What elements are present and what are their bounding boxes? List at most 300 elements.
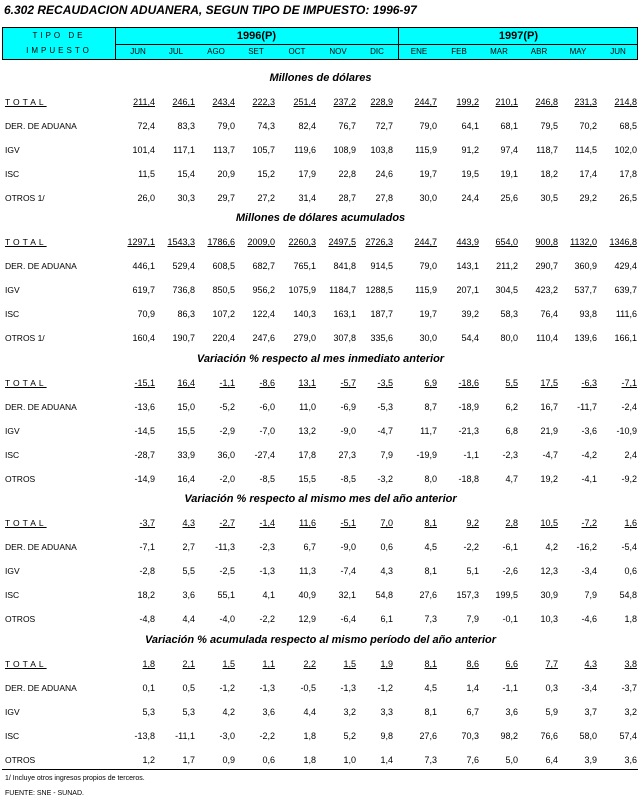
table-cell: -4,0	[219, 614, 235, 624]
table-cell: -3,5	[377, 378, 393, 388]
table-cell: 8,1	[424, 659, 437, 669]
table-cell: 113,7	[213, 145, 235, 155]
table-cell: 64,1	[461, 121, 479, 131]
row-label: IGV	[5, 707, 20, 717]
table-cell: -2,2	[259, 614, 275, 624]
table-cell: 30,3	[177, 193, 195, 203]
table-cell: 30,9	[540, 590, 558, 600]
table-cell: -28,7	[134, 450, 155, 460]
table-cell: 231,3	[574, 97, 597, 107]
table-cell: 19,7	[419, 169, 437, 179]
table-cell: -1,2	[377, 683, 393, 693]
table-cell: 900,8	[535, 237, 558, 247]
table-cell: -4,7	[542, 450, 558, 460]
table-cell: 0,6	[262, 755, 275, 765]
table-cell: -1,3	[340, 683, 356, 693]
table-cell: -21,3	[458, 426, 479, 436]
table-cell: 27,6	[419, 731, 437, 741]
table-cell: 765,1	[293, 261, 316, 271]
table-cell: 7,0	[380, 518, 393, 528]
table-cell: 114,5	[575, 145, 597, 155]
table-cell: 8,7	[424, 402, 437, 412]
row-label: ISC	[5, 169, 20, 179]
table-cell: -2,3	[259, 542, 275, 552]
table-cell: 118,7	[536, 145, 558, 155]
table-cell: -18,9	[458, 402, 479, 412]
table-cell: 2009,0	[247, 237, 275, 247]
table-cell: 143,1	[456, 261, 479, 271]
table-cell: 58,3	[500, 309, 518, 319]
table-cell: 79,0	[419, 121, 437, 131]
table-cell: 28,7	[338, 193, 356, 203]
table-cell: 841,8	[333, 261, 356, 271]
table-cell: 74,3	[257, 121, 275, 131]
table-cell: 8,1	[424, 707, 437, 717]
table-cell: 0,3	[545, 683, 558, 693]
table-cell: 27,3	[338, 450, 356, 460]
table-cell: -0,1	[502, 614, 518, 624]
header-month-10: ABR	[530, 47, 548, 56]
table-cell: 1,6	[624, 518, 637, 528]
table-cell: -8,5	[259, 474, 275, 484]
table-cell: 1184,7	[329, 285, 356, 295]
header-month-1: JUL	[168, 47, 184, 56]
table-cell: 2,7	[182, 542, 195, 552]
table-cell: 108,9	[333, 145, 356, 155]
table-cell: 2,2	[303, 659, 316, 669]
table-cell: 115,9	[415, 285, 437, 295]
header-month-11: MAY	[569, 47, 587, 56]
table-cell: 4,2	[222, 707, 235, 717]
table-cell: 12,3	[540, 566, 558, 576]
table-cell: 4,4	[303, 707, 316, 717]
table-cell: 1,8	[303, 755, 316, 765]
table-cell: 3,6	[505, 707, 518, 717]
table-cell: 4,1	[262, 590, 275, 600]
table-cell: -3,4	[581, 566, 597, 576]
table-cell: -9,0	[340, 542, 356, 552]
table-cell: 3,6	[182, 590, 195, 600]
table-cell: 15,5	[177, 426, 195, 436]
table-cell: 58,0	[579, 731, 597, 741]
table-cell: 850,5	[212, 285, 235, 295]
table-cell: 2,1	[182, 659, 195, 669]
table-cell: 68,5	[619, 121, 637, 131]
table-cell: 1,5	[222, 659, 235, 669]
table-cell: -3,7	[621, 683, 637, 693]
table-cell: -11,7	[577, 402, 597, 412]
table-cell: 54,4	[461, 333, 479, 343]
table-cell: -8,5	[340, 474, 356, 484]
table-cell: 76,7	[338, 121, 356, 131]
table-cell: 1,4	[380, 755, 393, 765]
table-cell: 8,0	[424, 474, 437, 484]
table-cell: 3,3	[380, 707, 393, 717]
table-cell: 80,0	[500, 333, 518, 343]
table-cell: -4,7	[377, 426, 393, 436]
table-cell: 68,1	[500, 121, 518, 131]
table-cell: 3,7	[584, 707, 597, 717]
table-cell: -13,6	[134, 402, 155, 412]
table-cell: 11,5	[138, 169, 155, 179]
table-cell: 15,2	[257, 169, 275, 179]
table-cell: 3,2	[343, 707, 356, 717]
table-cell: 0,6	[624, 566, 637, 576]
table-cell: 1,7	[182, 755, 195, 765]
table-cell: 0,6	[380, 542, 393, 552]
table-cell: 1,5	[343, 659, 356, 669]
table-cell: 423,2	[535, 285, 558, 295]
table-cell: 6,9	[424, 378, 437, 388]
table-cell: 26,0	[137, 193, 155, 203]
table-cell: 18,2	[540, 169, 558, 179]
table-cell: 1,8	[303, 731, 316, 741]
table-cell: 537,7	[574, 285, 597, 295]
table-cell: 4,2	[545, 542, 558, 552]
table-cell: 1786,6	[207, 237, 235, 247]
header-row-divider	[115, 44, 637, 45]
table-cell: 7,7	[545, 659, 558, 669]
table-cell: 9,8	[380, 731, 393, 741]
table-cell: 29,7	[217, 193, 235, 203]
table-cell: -2,8	[139, 566, 155, 576]
row-label: IGV	[5, 426, 20, 436]
table-cell: 247,6	[252, 333, 275, 343]
table-cell: 110,4	[536, 333, 558, 343]
row-label: DER. DE ADUANA	[5, 121, 77, 131]
row-label: DER. DE ADUANA	[5, 402, 77, 412]
table-cell: 6,7	[303, 542, 316, 552]
table-cell: -2,7	[219, 518, 235, 528]
table-cell: 199,5	[495, 590, 518, 600]
table-cell: 187,7	[370, 309, 393, 319]
header-month-7: ENE	[410, 47, 428, 56]
table-cell: 3,2	[624, 707, 637, 717]
table-cell: 199,2	[456, 97, 479, 107]
table-cell: 7,9	[584, 590, 597, 600]
table-cell: 33,9	[177, 450, 195, 460]
table-cell: 24,4	[461, 193, 479, 203]
row-label: OTROS 1/	[5, 333, 45, 343]
table-cell: 4,3	[584, 659, 597, 669]
table-cell: 7,3	[424, 755, 437, 765]
table-cell: 27,6	[419, 590, 437, 600]
table-cell: 279,0	[293, 333, 316, 343]
table-cell: 1,2	[142, 755, 155, 765]
table-cell: 736,8	[172, 285, 195, 295]
table-cell: 91,2	[461, 145, 479, 155]
table-cell: 72,7	[375, 121, 393, 131]
row-label: ISC	[5, 731, 20, 741]
table-cell: 3,8	[624, 659, 637, 669]
row-label: ISC	[5, 590, 20, 600]
table-cell: 5,0	[505, 755, 518, 765]
table-cell: 608,5	[212, 261, 235, 271]
header-month-9: MAR	[490, 47, 508, 56]
table-cell: 1132,0	[570, 237, 597, 247]
table-cell: 103,8	[370, 145, 393, 155]
header-month-5: NOV	[329, 47, 347, 56]
table-cell: 117,1	[173, 145, 195, 155]
table-cell: 190,7	[172, 333, 195, 343]
table-cell: 2497,5	[328, 237, 356, 247]
table-cell: 214,8	[614, 97, 637, 107]
table-cell: 93,8	[579, 309, 597, 319]
table-cell: 15,5	[298, 474, 316, 484]
header-year-1997: 1997(P)	[498, 30, 539, 42]
table-cell: -2,5	[219, 566, 235, 576]
table-cell: 17,8	[298, 450, 316, 460]
table-cell: 6,2	[505, 402, 518, 412]
table-cell: 30,0	[419, 193, 437, 203]
table-cell: 429,4	[614, 261, 637, 271]
table-cell: 222,3	[252, 97, 275, 107]
row-label: TOTAL	[5, 659, 47, 669]
row-label: IGV	[5, 566, 20, 576]
table-cell: 307,8	[333, 333, 356, 343]
table-cell: 27,8	[375, 193, 393, 203]
table-cell: 17,5	[540, 378, 558, 388]
table-cell: 76,4	[540, 309, 558, 319]
table-cell: 20,9	[217, 169, 235, 179]
table-cell: 11,3	[299, 566, 316, 576]
footnote: 1/ Incluye otros ingresos propios de terceros.	[5, 775, 145, 782]
table-cell: 17,8	[619, 169, 637, 179]
table-cell: 157,3	[456, 590, 479, 600]
table-cell: 31,4	[298, 193, 316, 203]
table-cell: 243,4	[212, 97, 235, 107]
table-cell: 97,4	[500, 145, 518, 155]
table-cell: 210,1	[495, 97, 518, 107]
table-cell: 30,5	[540, 193, 558, 203]
table-cell: 7,3	[424, 614, 437, 624]
row-label: DER. DE ADUANA	[5, 261, 77, 271]
table-cell: -2,6	[502, 566, 518, 576]
section-title: Millones de dólares acumulados	[235, 212, 406, 224]
table-cell: 228,9	[370, 97, 393, 107]
table-cell: -6,9	[340, 402, 356, 412]
table-cell: 7,9	[466, 614, 479, 624]
table-cell: 5,1	[466, 566, 479, 576]
section-title: Variación % acumulada respecto al mismo período del año anterior	[144, 634, 497, 646]
table-bottom-rule	[2, 769, 638, 770]
table-cell: 443,9	[456, 237, 479, 247]
row-label: OTROS	[5, 614, 36, 624]
table-cell: 57,4	[619, 731, 637, 741]
table-cell: 55,1	[217, 590, 235, 600]
table-cell: 529,4	[172, 261, 195, 271]
table-cell: -9,0	[340, 426, 356, 436]
table-cell: 160,4	[132, 333, 155, 343]
table-cell: 211,4	[133, 97, 155, 107]
table-cell: 237,2	[333, 97, 356, 107]
table-cell: 70,3	[461, 731, 479, 741]
table-cell: 11,6	[299, 518, 316, 528]
table-cell: 13,2	[298, 426, 316, 436]
table-cell: 244,7	[414, 237, 437, 247]
table-cell: -5,1	[340, 518, 356, 528]
table-cell: 8,6	[466, 659, 479, 669]
table-cell: 244,7	[414, 97, 437, 107]
table-cell: 27,2	[257, 193, 275, 203]
table-cell: -11,1	[175, 731, 195, 741]
table-cell: 4,3	[380, 566, 393, 576]
table-cell: 111,6	[615, 309, 637, 319]
header-month-4: OCT	[288, 47, 306, 56]
table-cell: -7,1	[139, 542, 155, 552]
table-cell: 19,5	[461, 169, 479, 179]
table-cell: 39,2	[461, 309, 479, 319]
table-cell: 220,4	[212, 333, 235, 343]
row-label: ISC	[5, 309, 20, 319]
table-cell: -5,3	[377, 402, 393, 412]
row-label: DER. DE ADUANA	[5, 683, 77, 693]
table-cell: 54,8	[619, 590, 637, 600]
table-cell: 6,1	[380, 614, 393, 624]
table-cell: -7,4	[340, 566, 356, 576]
table-cell: -16,2	[576, 542, 597, 552]
table-cell: 1346,8	[609, 237, 637, 247]
table-cell: -6,4	[340, 614, 356, 624]
table-cell: 82,4	[298, 121, 316, 131]
table-cell: 19,2	[540, 474, 558, 484]
table-cell: 1,0	[343, 755, 356, 765]
table-cell: -5,4	[621, 542, 637, 552]
table-cell: -2,4	[621, 402, 637, 412]
table-cell: 30,0	[419, 333, 437, 343]
table-cell: 0,9	[222, 755, 235, 765]
table-cell: -6,0	[259, 402, 275, 412]
table-cell: 654,0	[495, 237, 518, 247]
table-cell: 4,5	[424, 542, 437, 552]
table-header	[2, 27, 638, 60]
table-cell: -4,2	[581, 450, 597, 460]
table-cell: -1,2	[219, 683, 235, 693]
table-cell: 446,1	[132, 261, 155, 271]
table-cell: -1,1	[463, 450, 479, 460]
header-month-0: JUN	[130, 47, 146, 56]
table-cell: 6,8	[505, 426, 518, 436]
table-cell: 86,3	[177, 309, 195, 319]
header-month-3: SET	[248, 47, 264, 56]
table-cell: 251,4	[293, 97, 316, 107]
table-cell: 16,4	[177, 378, 195, 388]
table-cell: 1075,9	[288, 285, 316, 295]
table-cell: 163,1	[333, 309, 356, 319]
table-cell: 211,2	[496, 261, 518, 271]
table-cell: 3,9	[584, 755, 597, 765]
row-label: IGV	[5, 285, 20, 295]
table-cell: 5,9	[545, 707, 558, 717]
table-cell: 122,4	[252, 309, 275, 319]
table-cell: -1,3	[259, 566, 275, 576]
table-cell: 1,8	[142, 659, 155, 669]
table-cell: -15,1	[134, 378, 155, 388]
table-cell: 290,7	[535, 261, 558, 271]
source-note: FUENTE: SNE - SUNAD.	[5, 790, 84, 797]
table-cell: -3,7	[139, 518, 155, 528]
table-cell: 0,5	[182, 683, 195, 693]
table-cell: 40,9	[298, 590, 316, 600]
table-cell: 11,0	[299, 402, 316, 412]
table-cell: 72,4	[137, 121, 155, 131]
table-cell: 101,4	[132, 145, 155, 155]
table-cell: -18,8	[458, 474, 479, 484]
table-cell: 1,8	[624, 614, 637, 624]
table-cell: -1,1	[502, 683, 518, 693]
table-cell: 17,4	[579, 169, 597, 179]
table-cell: 15,4	[177, 169, 195, 179]
table-cell: 12,9	[298, 614, 316, 624]
table-cell: -6,3	[581, 378, 597, 388]
table-cell: -8,6	[259, 378, 275, 388]
section-title: Variación % respecto al mismo mes del año anterior	[184, 493, 457, 505]
header-tipo-line1: TIPO DE	[32, 31, 86, 40]
table-cell: 17,9	[298, 169, 316, 179]
table-cell: -2,3	[502, 450, 518, 460]
table-cell: 166,1	[614, 333, 637, 343]
table-cell: 15,0	[177, 402, 195, 412]
table-cell: -9,2	[621, 474, 637, 484]
table-cell: 2726,3	[365, 237, 393, 247]
table-cell: 10,5	[540, 518, 558, 528]
table-cell: 5,5	[182, 566, 195, 576]
header-year-1996: 1996(P)	[236, 30, 277, 42]
table-cell: -19,9	[416, 450, 437, 460]
table-cell: -10,9	[616, 426, 637, 436]
table-cell: -2,2	[259, 731, 275, 741]
table-cell: 32,1	[338, 590, 356, 600]
header-month-8: FEB	[451, 47, 467, 56]
table-cell: 98,2	[500, 731, 518, 741]
table-cell: 4,5	[424, 683, 437, 693]
table-cell: -5,2	[219, 402, 235, 412]
table-cell: 956,2	[252, 285, 275, 295]
table-cell: 207,1	[456, 285, 479, 295]
table-cell: 36,0	[217, 450, 235, 460]
table-cell: 7,9	[380, 450, 393, 460]
table-cell: 335,6	[370, 333, 393, 343]
table-cell: -14,9	[134, 474, 155, 484]
table-cell: -3,2	[377, 474, 393, 484]
section-title: Millones de dólares	[269, 72, 372, 84]
table-cell: 1,9	[380, 659, 393, 669]
table-cell: 26,5	[619, 193, 637, 203]
table-cell: 105,7	[252, 145, 275, 155]
table-cell: -0,5	[300, 683, 316, 693]
header-month-2: AGO	[207, 47, 225, 56]
table-cell: 19,1	[500, 169, 518, 179]
table-cell: 16,7	[540, 402, 558, 412]
table-cell: 639,7	[614, 285, 637, 295]
row-label: IGV	[5, 145, 20, 155]
table-cell: 25,6	[500, 193, 518, 203]
table-cell: 8,1	[424, 518, 437, 528]
row-label: OTROS 1/	[5, 193, 45, 203]
table-cell: -3,4	[581, 683, 597, 693]
table-cell: 6,7	[466, 707, 479, 717]
table-cell: 7,6	[466, 755, 479, 765]
table-cell: 79,0	[419, 261, 437, 271]
table-cell: -27,4	[254, 450, 275, 460]
row-label: DER. DE ADUANA	[5, 542, 77, 552]
table-cell: 83,3	[177, 121, 195, 131]
table-cell: -2,9	[219, 426, 235, 436]
table-cell: 16,4	[177, 474, 195, 484]
table-cell: 2260,3	[288, 237, 316, 247]
row-label: OTROS	[5, 474, 36, 484]
table-cell: 5,3	[142, 707, 155, 717]
